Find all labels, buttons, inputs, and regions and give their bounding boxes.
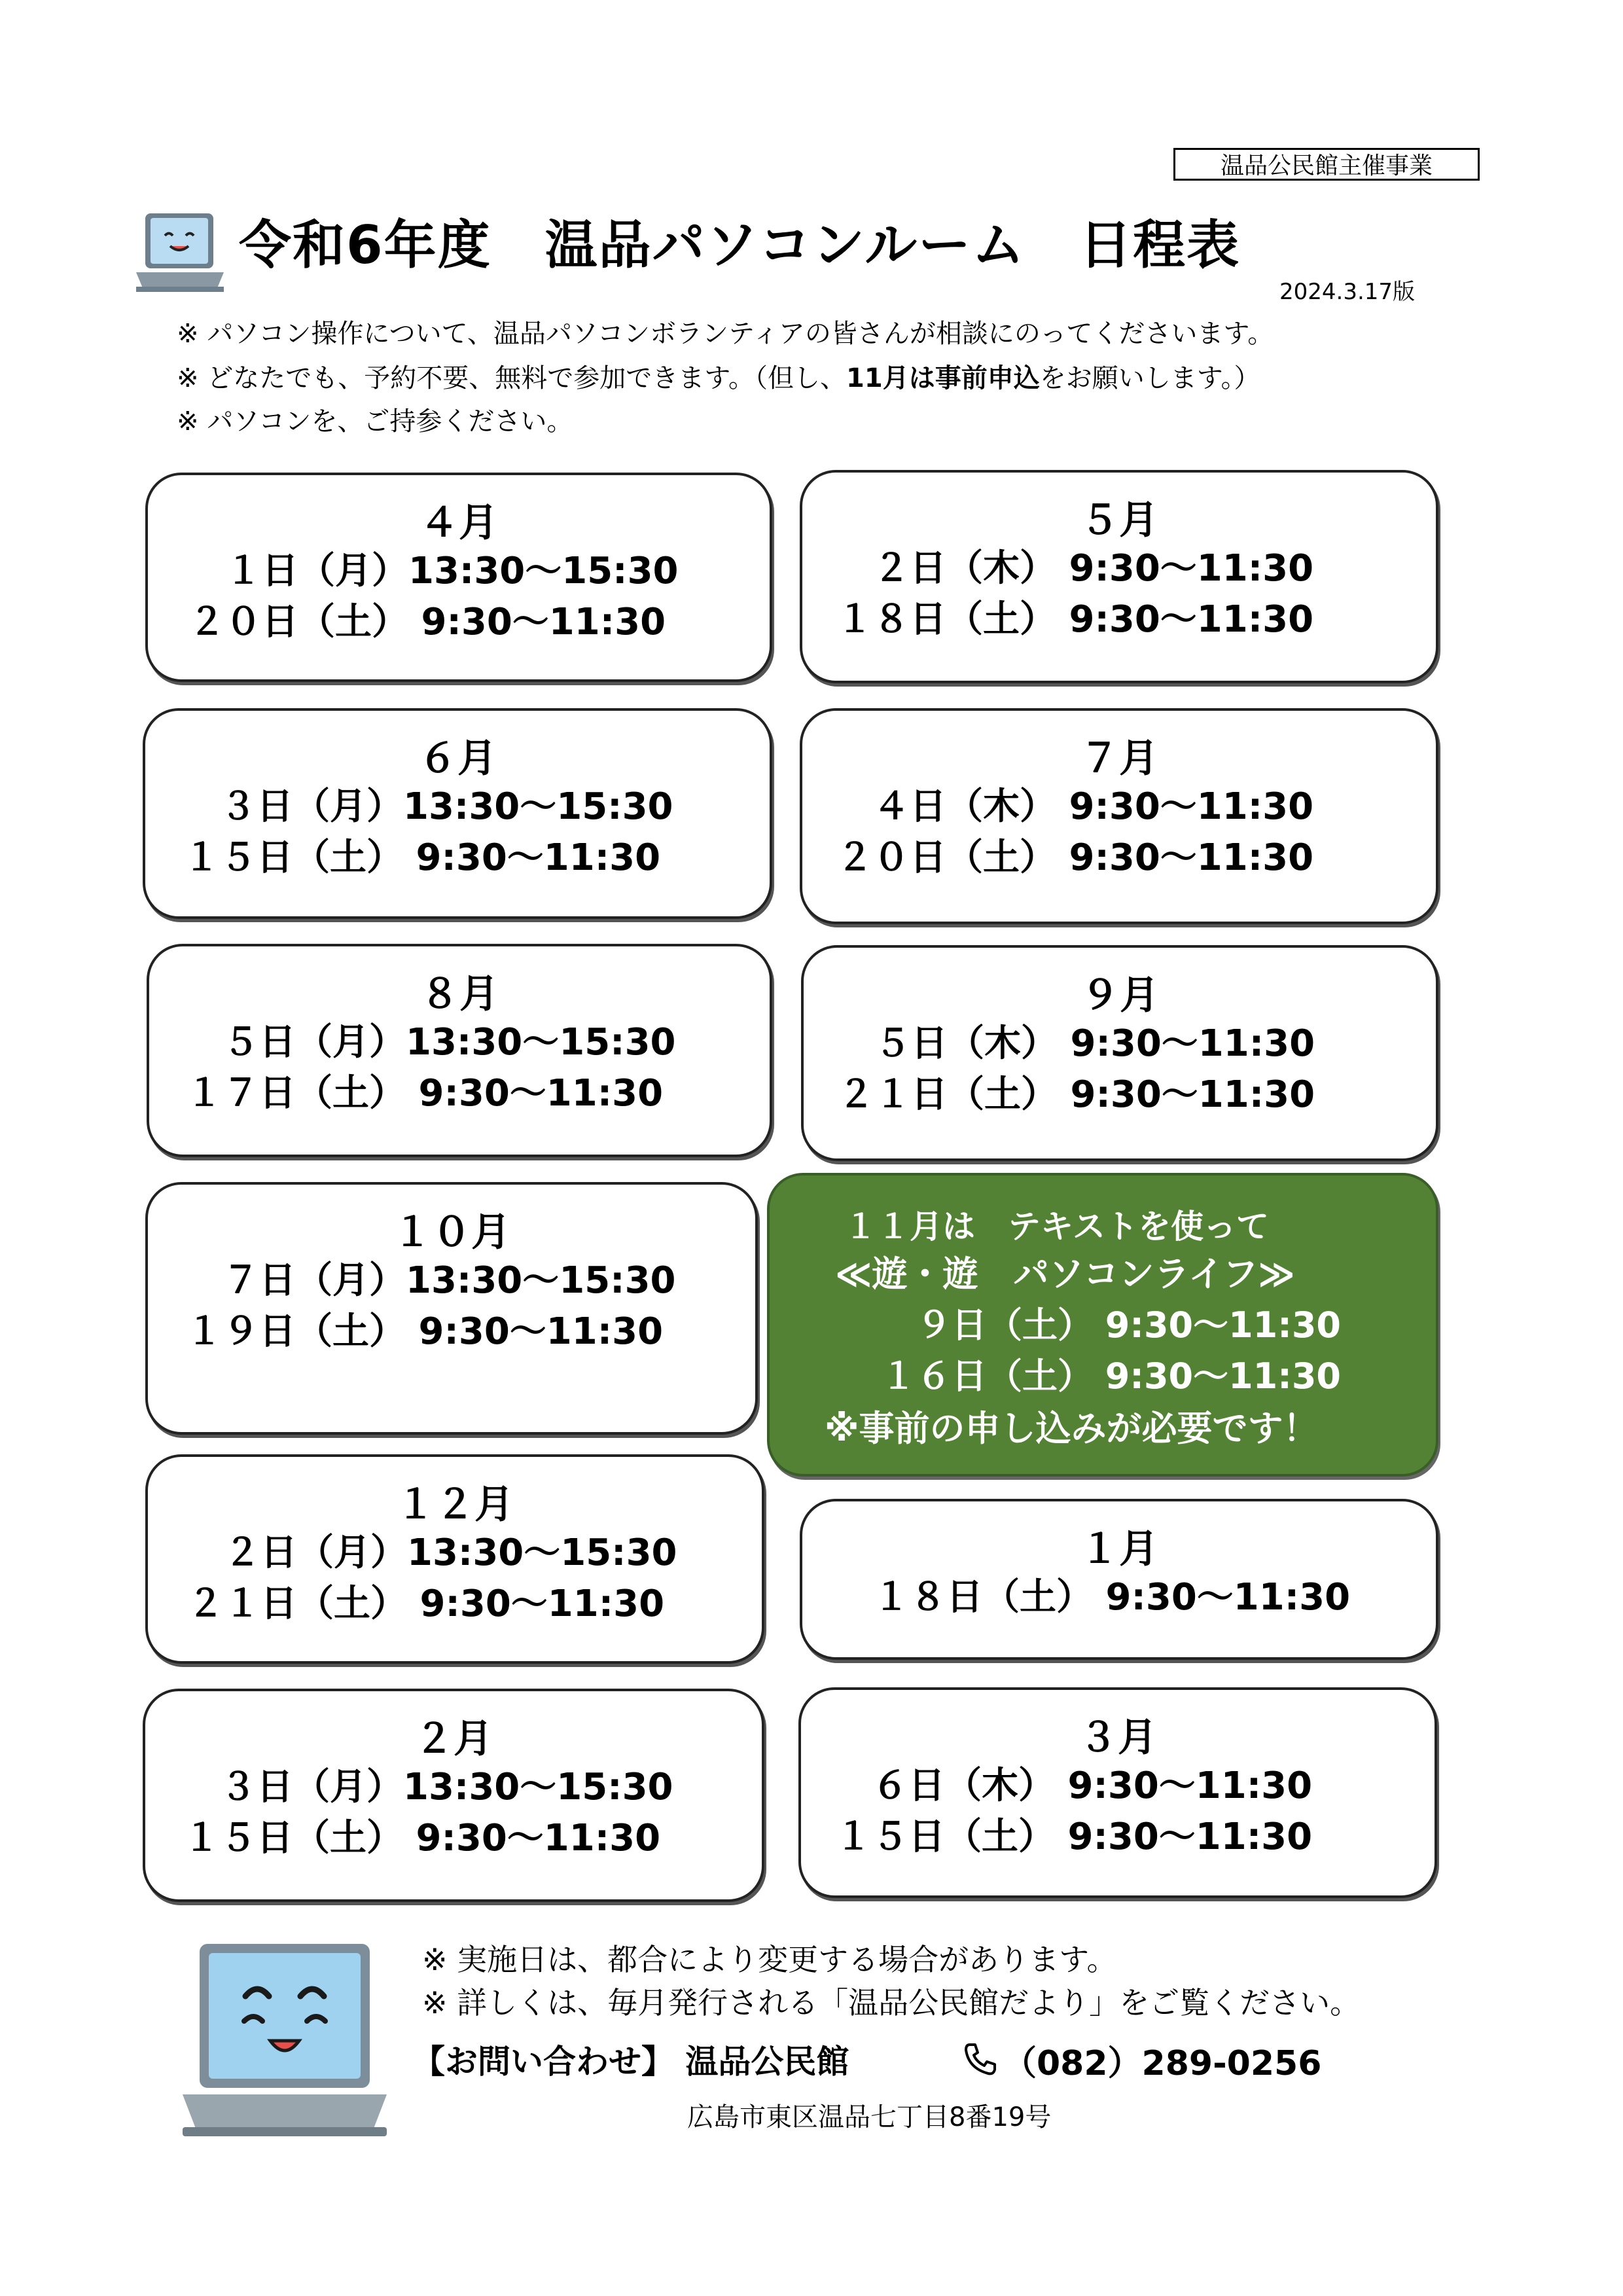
laptop-mascot-icon: [173, 1937, 396, 2147]
month-label: １月: [1080, 1526, 1158, 1572]
phone-number[interactable]: （082）289-0256: [1003, 2044, 1322, 2083]
month-label: ５月: [1080, 497, 1158, 543]
november-reservation-note: ※事前の申し込みが必要です！: [825, 1408, 1319, 1449]
note-consultation: ※ パソコン操作について、温品パソコンボランティアの皆さんが相談にのってくださいます。: [177, 319, 1274, 349]
month-label: １０月: [393, 1210, 510, 1255]
month-card-january: [800, 1499, 1438, 1660]
schedule-row: １８日（土） 9:30～11:30: [836, 598, 1314, 641]
address: 広島市東区温品七丁目8番19号: [687, 2102, 1052, 2132]
schedule-row: １日（月）13:30～15:30: [188, 550, 679, 592]
month-card-march: [798, 1687, 1437, 1898]
month-card-december: [145, 1454, 764, 1664]
note-bring-pc: ※ パソコンを、ご持参ください。: [177, 406, 573, 437]
schedule-row: １７日（土） 9:30～11:30: [186, 1072, 664, 1115]
schedule-row: ５日（木） 9:30～11:30: [838, 1022, 1315, 1065]
schedule-row: ２０日（土） 9:30～11:30: [836, 836, 1314, 879]
schedule-row: ４日（木） 9:30～11:30: [836, 785, 1314, 828]
note-november-highlight: 11月は事前申込: [846, 363, 1040, 393]
month-card-july: [800, 708, 1438, 924]
month-label: １２月: [396, 1482, 514, 1528]
november-special-card: [767, 1173, 1438, 1477]
month-label: ２月: [414, 1716, 493, 1762]
schedule-row: ３日（月）13:30～15:30: [183, 785, 673, 828]
month-label: ７月: [1080, 736, 1158, 781]
schedule-row: ７日（月）13:30～15:30: [186, 1259, 676, 1302]
november-course-title: ≪遊・遊 パソコンライフ≫: [835, 1253, 1295, 1295]
november-intro: １１月は テキストを使って: [844, 1208, 1269, 1246]
schedule-row: １５日（土） 9:30～11:30: [835, 1816, 1313, 1858]
month-card-october: [145, 1182, 758, 1435]
month-card-june: [143, 708, 772, 919]
contact-label: 【お問い合わせ】 温品公民館: [412, 2043, 849, 2081]
schedule-row: ５日（月）13:30～15:30: [186, 1021, 676, 1064]
schedule-row: １５日（土） 9:30～11:30: [183, 836, 661, 879]
page-title: 令和6年度 温品パソコンルーム 日程表: [239, 215, 1241, 276]
month-label: ９月: [1080, 973, 1159, 1018]
month-card-february: [143, 1689, 764, 1902]
note-free-participation: ※ どなたでも、予約不要、無料で参加できます。（但し、11月は事前申込をお願いします。）: [177, 363, 1260, 393]
schedule-row: ２０日（土） 9:30～11:30: [188, 601, 666, 643]
schedule-row: ９日（土） 9:30～11:30: [881, 1304, 1342, 1346]
schedule-row: １５日（土） 9:30～11:30: [183, 1817, 661, 1859]
schedule-row: １８日（土） 9:30～11:30: [873, 1576, 1351, 1619]
version-label: 2024.3.17版: [1279, 279, 1416, 305]
month-label: ８月: [420, 971, 499, 1017]
schedule-row: ２日（木） 9:30～11:30: [836, 547, 1314, 590]
month-card-may: [800, 470, 1438, 683]
schedule-row: ２日（月）13:30～15:30: [187, 1532, 677, 1574]
month-label: ６月: [418, 736, 497, 781]
organizer-badge: 温品公民館主催事業: [1173, 148, 1480, 181]
schedule-row: １６日（土） 9:30～11:30: [881, 1355, 1342, 1397]
footer-note-change: ※ 実施日は、都合により変更する場合があります。: [422, 1942, 1117, 1977]
schedule-row: ６日（木） 9:30～11:30: [835, 1765, 1313, 1807]
phone-icon: [962, 2041, 999, 2077]
schedule-row: ２１日（土） 9:30～11:30: [187, 1583, 665, 1625]
month-card-september: [801, 945, 1438, 1161]
schedule-row: １９日（土） 9:30～11:30: [186, 1310, 664, 1353]
month-label: ３月: [1079, 1715, 1157, 1761]
laptop-icon: [131, 208, 229, 300]
month-card-april: [145, 473, 772, 682]
footer-note-newsletter: ※ 詳しくは、毎月発行される「温品公民館だより」をご覧ください。: [422, 1985, 1361, 2020]
schedule-row: ２１日（土） 9:30～11:30: [838, 1073, 1315, 1116]
month-label: ４月: [419, 500, 498, 546]
schedule-row: ３日（月）13:30～15:30: [183, 1766, 673, 1808]
month-card-august: [147, 944, 772, 1157]
